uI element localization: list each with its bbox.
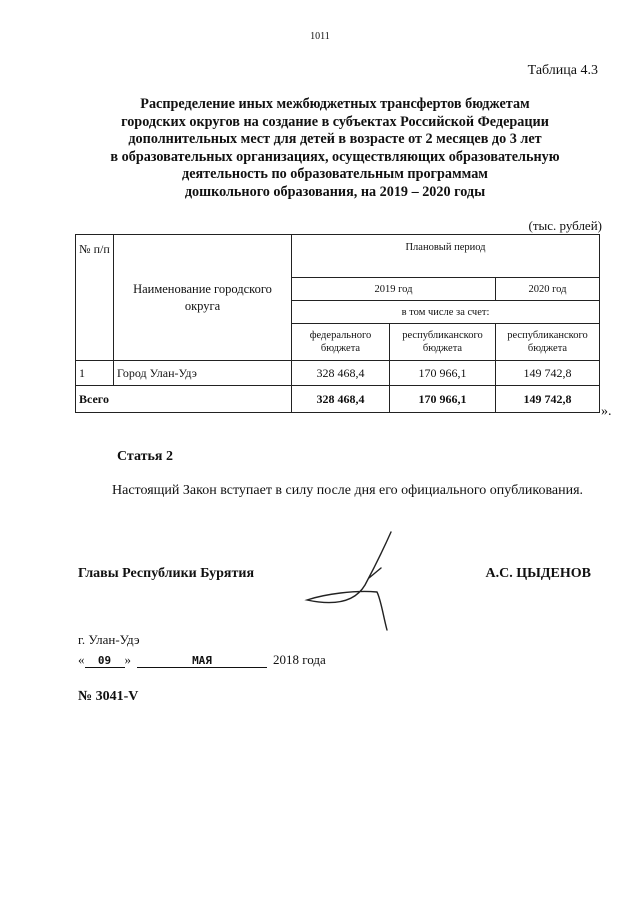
header-number: № п/п (76, 235, 114, 361)
article-title: Статья 2 (117, 449, 173, 464)
row-name: Город Улан-Удэ (114, 361, 292, 386)
title-line: городских округов на создание в субъектах Российской Федерации (121, 113, 549, 130)
table-label: Таблица 4.3 (527, 63, 598, 78)
title-line: Распределение иных межбюджетных трансфертов бюджетам (140, 96, 530, 112)
head-title: Главы Республики Бурятия (78, 566, 255, 581)
table-row (76, 361, 600, 386)
header-planned-period: Плановый период (292, 235, 600, 278)
total-value-republic: 149 742,8 (496, 386, 600, 413)
page-number: 1011 (310, 31, 330, 42)
title-line: дополнительных мест для детей в возрасте от 2 месяцев до 3 лет (128, 131, 542, 148)
date-day: 09 (85, 654, 125, 668)
header-republic-2020: республиканского бюджета (496, 324, 600, 361)
total-row (76, 386, 600, 413)
header-year-2020: 2020 год (496, 278, 600, 301)
closing-quote: ». (601, 404, 612, 419)
city: г. Улан-Удэ (78, 632, 140, 647)
title-line: дошкольного образования, на 2019 – 2020 годы (184, 183, 486, 200)
head-name: А.С. ЦЫДЕНОВ (485, 566, 591, 581)
signature-mark (295, 530, 415, 635)
row-value-total: 328 468,4 (292, 361, 390, 386)
table-title (60, 96, 610, 202)
header-republic-2019: республиканского бюджета (390, 324, 496, 361)
total-label: Всего (76, 386, 292, 413)
row-value-federal: 170 966,1 (390, 361, 496, 386)
date-close-quote: » (124, 652, 131, 667)
unit-label: (тыс. рублей) (528, 218, 602, 233)
header-year-2019: 2019 год (292, 278, 496, 301)
header-name: Наименование городского округа (114, 235, 292, 361)
law-number: № 3041-V (78, 689, 139, 704)
date-month: МАЯ (137, 654, 267, 668)
title-line: в образовательных организациях, осуществляющих образовательную (110, 148, 560, 165)
row-number: 1 (76, 361, 114, 386)
row-value-republic: 149 742,8 (496, 361, 600, 386)
title-line: деятельность по образовательным программам (182, 166, 488, 183)
header-federal: федерального бюджета (292, 324, 390, 361)
budget-table (75, 234, 600, 413)
date-open-quote: « (78, 652, 85, 667)
total-value-federal: 170 966,1 (390, 386, 496, 413)
law-text: Настоящий Закон вступает в силу после дня его официального опубликования. (112, 483, 584, 498)
total-value-total: 328 468,4 (292, 386, 390, 413)
date-year: 2018 года (273, 652, 326, 667)
date-line (78, 652, 326, 668)
header-including: в том числе за счет: (292, 301, 600, 324)
